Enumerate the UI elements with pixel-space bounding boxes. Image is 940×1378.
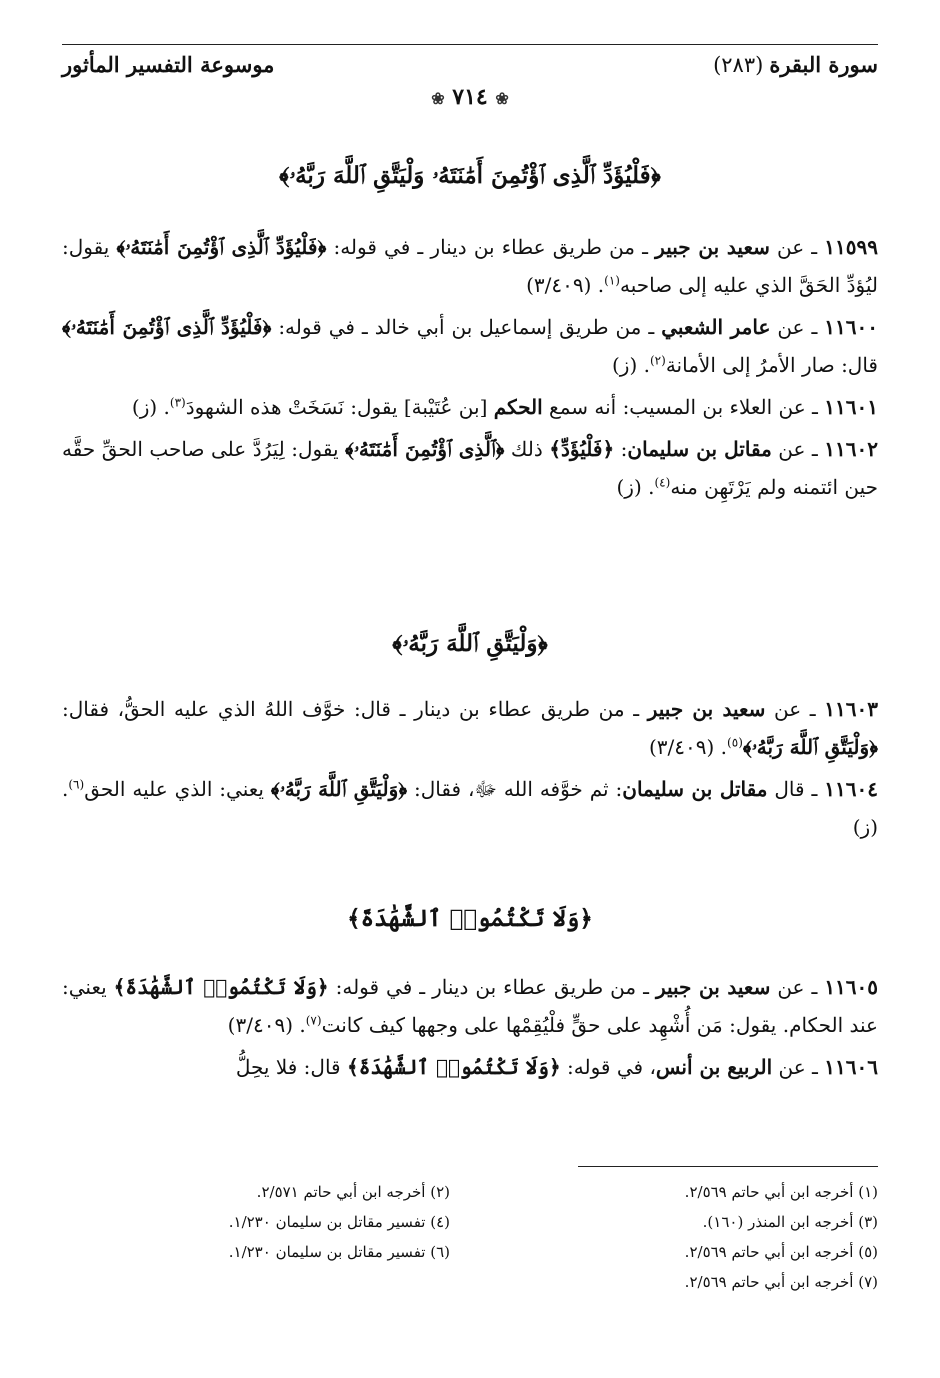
entry-text: يعني: الذي عليه الحق bbox=[84, 777, 271, 801]
book-title: موسوعة التفسير المأثور bbox=[62, 52, 275, 77]
entry-text: . bbox=[637, 353, 650, 377]
narrator-name: عامر الشعبي bbox=[661, 315, 771, 339]
narration-entry bbox=[62, 968, 878, 1044]
footnote-marker: (١) bbox=[604, 273, 620, 288]
section-heading: ﴿وَلْيَتَّقِ ٱللَّهَ رَبَّهُۥ﴾ bbox=[392, 630, 548, 657]
narrator-name: سعيد بن جبير bbox=[655, 235, 770, 259]
entry-text: . bbox=[641, 475, 655, 499]
footnote-marker: (٧) bbox=[305, 1013, 322, 1028]
section-heading: ﴿وَلَا تَكْتُمُوا۟ ٱلشَّهَٰدَةَ﴾ bbox=[347, 905, 593, 932]
entry-text: ـ عن bbox=[772, 1055, 825, 1079]
narration-entry bbox=[62, 228, 878, 304]
quran-quote: ﴿ٱلَّذِى ٱؤْتُمِنَ أَمَٰنَتَهُۥ﴾ bbox=[345, 437, 505, 461]
narrator-name: مقاتل بن سليمان bbox=[627, 437, 772, 461]
footnote-5: (٥) أخرجه ابن أبي حاتم ٢/٥٦٩. bbox=[684, 1243, 878, 1261]
entry-text: ـ عن bbox=[765, 697, 825, 721]
entry-text: ذلك bbox=[504, 437, 550, 461]
source-reference: (٣/٤٠٩) bbox=[648, 735, 715, 759]
entry-number: ١١٦٠٣ bbox=[824, 697, 879, 721]
narration-entry bbox=[62, 1048, 878, 1086]
entry-number: ١١٦٠١ bbox=[824, 395, 878, 419]
footnote-7: (٧) أخرجه ابن أبي حاتم ٢/٥٦٩. bbox=[684, 1273, 878, 1291]
entry-text: ـ من طريق إسماعيل بن أبي خالد ـ في قوله: bbox=[271, 315, 662, 339]
footnote-marker: (٤) bbox=[654, 475, 671, 490]
quran-quote: ﴿فَلْيُؤَدِّ ٱلَّذِى ٱؤْتُمِنَ أَمَٰنَتَهُۥ﴾ bbox=[62, 315, 272, 339]
entry-text: . bbox=[157, 395, 170, 419]
entry-text: يقول: لِيَرُدَّ على صاحب الحقِّ حقَّه حين ائتمنه ولم يَرْتَهِن منه bbox=[62, 437, 878, 499]
entry-number: ١١٦٠٥ bbox=[824, 975, 879, 999]
entry-text: ، في قوله: bbox=[560, 1055, 656, 1079]
entry-text: يقول: ليُؤدِّ الحَقَّ الذي عليه إلى صاحبه bbox=[62, 235, 878, 297]
narration-entry bbox=[62, 308, 878, 384]
entry-number: ١١٦٠٠ bbox=[824, 315, 878, 339]
entry-text: قال: صار الأمرُ إلى الأمانة bbox=[665, 353, 878, 377]
footnote-3: (٣) أخرجه ابن المنذر (١٦٠). bbox=[702, 1213, 878, 1231]
footnote-marker: (٢) bbox=[649, 353, 666, 368]
footnote-6: (٦) تفسير مقاتل بن سليمان ١/٢٣٠. bbox=[228, 1243, 450, 1261]
entry-text: : ثم خوَّفه الله ﷻ، فقال: bbox=[407, 777, 623, 801]
entries-section-1 bbox=[62, 228, 878, 510]
entry-text: ـ عن bbox=[771, 437, 825, 461]
source-reference: (ز) bbox=[612, 353, 638, 377]
entry-text: ـ من طريق عطاء بن دينار ـ في قوله: bbox=[328, 975, 656, 999]
quran-quote: ﴿فَلْيُؤَدِّ ٱلَّذِى ٱؤْتُمِنَ أَمَٰنَتَهُۥ﴾ bbox=[116, 235, 327, 259]
quran-quote: ﴿فَلْيُؤَدِّ﴾ bbox=[549, 437, 615, 461]
section-heading: ﴿فَلْيُؤَدِّ ٱلَّذِى ٱؤْتُمِنَ أَمَٰنَتَهُۥ وَلْيَتَّقِ ٱللَّهَ رَبَّهُۥ﴾ bbox=[279, 162, 661, 189]
footnote-1: (١) أخرجه ابن أبي حاتم ٢/٥٦٩. bbox=[684, 1183, 878, 1201]
source-reference: (ز) bbox=[131, 395, 158, 419]
entry-text: [بن عُتَيْبة] يقول: نَسَخَتْ هذه الشهودَ bbox=[185, 395, 494, 419]
entry-text: . bbox=[591, 273, 605, 297]
entry-number: ١١٥٩٩ bbox=[824, 235, 879, 259]
entries-section-2 bbox=[62, 690, 878, 850]
entry-text: ـ عن bbox=[770, 975, 825, 999]
entry-text: ـ عن bbox=[770, 315, 825, 339]
quran-quote: ﴿وَلَا تَكْتُمُوا۟ ٱلشَّهَٰدَةَ﴾ bbox=[113, 975, 329, 999]
footnote-marker: (٦) bbox=[68, 777, 85, 792]
header-rule bbox=[62, 44, 878, 45]
entry-text: ـ قال bbox=[767, 777, 825, 801]
quran-quote: ﴿وَلَا تَكْتُمُوا۟ ٱلشَّهَٰدَةَ﴾ bbox=[346, 1055, 561, 1079]
entry-number: ١١٦٠٤ bbox=[824, 777, 878, 801]
entry-text: . bbox=[714, 735, 728, 759]
page-number-box bbox=[421, 84, 519, 110]
entry-text: قال: فلا يحِلُّ bbox=[235, 1055, 347, 1079]
entry-text: ـ عن bbox=[769, 235, 825, 259]
narration-entry bbox=[62, 770, 878, 846]
source-reference: (٣/٤٠٩) bbox=[526, 273, 592, 297]
footnote-2: (٢) أخرجه ابن أبي حاتم ٢/٥٧١. bbox=[256, 1183, 450, 1201]
entry-text: . bbox=[62, 777, 69, 801]
narrator-name: الربيع بن أنس bbox=[655, 1055, 773, 1079]
footnote-rule bbox=[578, 1166, 878, 1167]
narrator-name: الحكم bbox=[493, 395, 543, 419]
verse-reference: (٢٨٣) bbox=[713, 53, 764, 77]
ornament-icon: ❀ bbox=[495, 89, 509, 108]
narrator-name: سعيد بن جبير bbox=[647, 697, 766, 721]
narration-entry bbox=[62, 690, 878, 766]
surah-header bbox=[713, 52, 878, 77]
narration-entry bbox=[62, 430, 878, 506]
quran-quote: ﴿وَلْيَتَّقِ ٱللَّهَ رَبَّهُۥ﴾ bbox=[270, 777, 408, 801]
entry-number: ١١٦٠٢ bbox=[824, 437, 878, 461]
narrator-name: مقاتل بن سليمان bbox=[622, 777, 768, 801]
entry-text: . bbox=[293, 1013, 306, 1037]
entries-section-3 bbox=[62, 968, 878, 1090]
entry-number: ١١٦٠٦ bbox=[824, 1055, 878, 1079]
entry-text: يعني: عند الحكام. يقول: مَن أُشْهِد على حقٍّ فلْيُقِمْها على وجهها كيف كانت bbox=[62, 975, 878, 1037]
footnote-marker: (٥) bbox=[727, 735, 743, 750]
surah-title: سورة البقرة bbox=[769, 52, 878, 77]
entry-text: ـ عن العلاء بن المسيب: أنه سمع bbox=[542, 395, 825, 419]
page-number: ٧١٤ bbox=[452, 84, 488, 110]
footnote-4: (٤) تفسير مقاتل بن سليمان ١/٢٣٠. bbox=[228, 1213, 450, 1231]
narration-entry bbox=[62, 388, 878, 426]
quran-quote: ﴿وَلْيَتَّقِ ٱللَّهَ رَبَّهُۥ﴾ bbox=[742, 735, 878, 759]
source-reference: (ز) bbox=[852, 815, 878, 839]
narrator-name: سعيد بن جبير bbox=[655, 975, 771, 999]
ornament-icon: ❀ bbox=[431, 89, 445, 108]
footnote-marker: (٣) bbox=[169, 395, 186, 410]
entry-text: : bbox=[614, 437, 628, 461]
entry-text: ـ من طريق عطاء بن دينار ـ في قوله: bbox=[326, 235, 656, 259]
footnotes bbox=[62, 1178, 878, 1296]
entry-text: ـ من طريق عطاء بن دينار ـ قال: خوَّف اللهُ الذي عليه الحقُّ، فقال: bbox=[62, 697, 648, 721]
source-reference: (٣/٤٠٩) bbox=[227, 1013, 294, 1037]
source-reference: (ز) bbox=[616, 475, 642, 499]
